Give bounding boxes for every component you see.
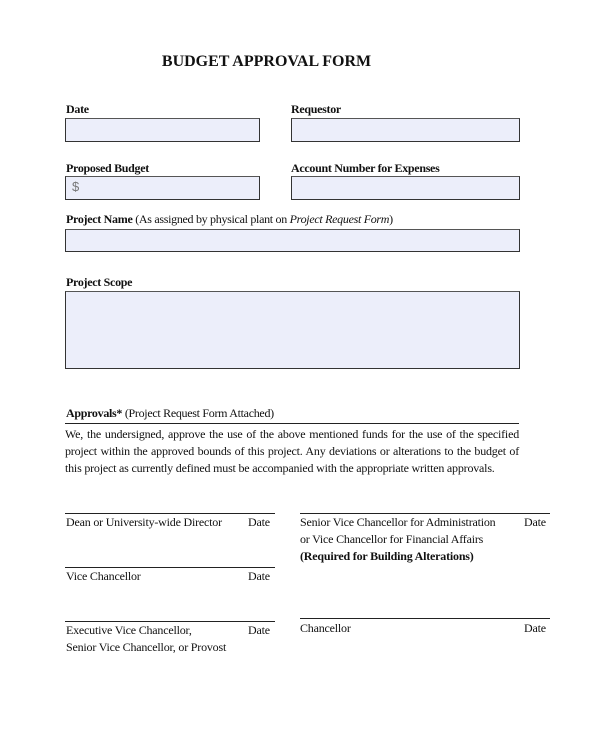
required-note: (Required for Building Alterations): [300, 549, 474, 563]
signature-line: [300, 618, 550, 619]
signature-label-chancellor: Chancellor: [300, 621, 351, 635]
note-prefix: (As assigned by physical plant on: [135, 212, 290, 226]
date-label: Date: [248, 569, 270, 583]
account-number-label: Account Number for Expenses: [291, 161, 440, 175]
project-name-label-text: Project Name: [66, 212, 133, 226]
signature-label-dean: Dean or University-wide Director: [66, 515, 222, 529]
form-title: BUDGET APPROVAL FORM: [161, 53, 372, 70]
approvals-heading: [66, 406, 274, 421]
note-italic: Project Request Form: [289, 212, 390, 226]
label-line: or Vice Chancellor for Financial Affairs: [300, 532, 484, 546]
signature-label-executive-vc: [66, 622, 226, 656]
divider: [65, 423, 519, 424]
project-scope-label: Project Scope: [66, 275, 133, 289]
proposed-budget-label: Proposed Budget: [66, 161, 149, 175]
date-label: Date: [524, 621, 546, 635]
project-name-note: [135, 212, 393, 226]
approvals-note: (Project Request Form Attached): [124, 406, 274, 420]
project-name-field[interactable]: [65, 229, 520, 252]
project-name-label: [66, 212, 393, 227]
date-label: Date: [524, 515, 546, 529]
date-label: Date: [66, 102, 89, 116]
date-field[interactable]: [65, 118, 260, 142]
project-scope-field[interactable]: [65, 291, 520, 369]
date-label: Date: [248, 623, 270, 637]
label-line: Executive Vice Chancellor,: [66, 623, 192, 637]
approvals-label: Approvals*: [66, 406, 123, 420]
account-number-field[interactable]: [291, 176, 520, 200]
requestor-field[interactable]: [291, 118, 520, 142]
signature-label-vice-chancellor: Vice Chancellor: [66, 569, 141, 583]
label-line: Senior Vice Chancellor for Administration: [300, 515, 496, 529]
note-suffix: ): [389, 212, 393, 226]
date-label: Date: [248, 515, 270, 529]
proposed-budget-field[interactable]: $: [65, 176, 260, 200]
requestor-label: Requestor: [291, 102, 341, 116]
approval-statement: We, the undersigned, approve the use of the above mentioned funds for the use of the specified project within the approved bounds of this project. Any deviations or alterations to the budget of this project as currently defined must be accompanied with the appropriate written approvals.: [65, 427, 519, 475]
label-line: Senior Vice Chancellor, or Provost: [66, 640, 227, 654]
signature-label-senior-vc: [300, 514, 495, 565]
